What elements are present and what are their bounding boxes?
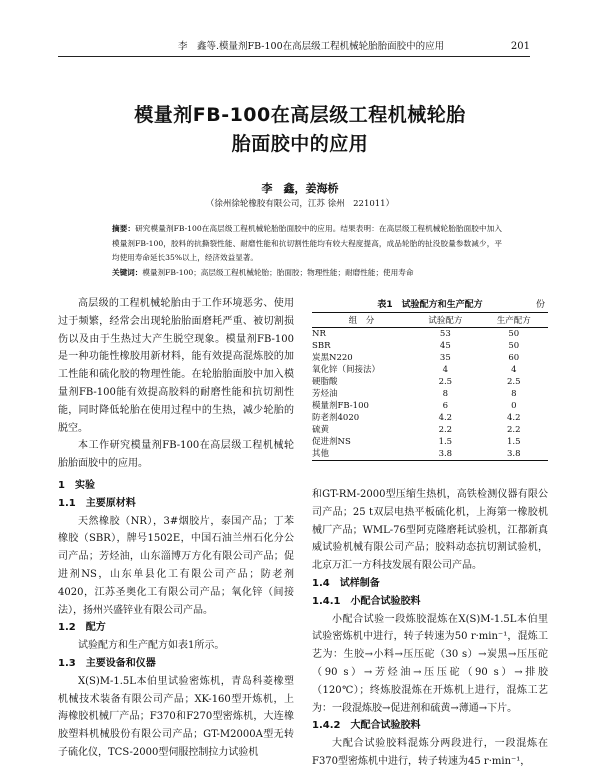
table-cell: 3.8 <box>411 448 479 461</box>
keywords-text: 模量剂FB-100；高层级工程机械轮胎；胎面胶；物理性能；耐磨性能；使用寿命 <box>142 268 414 277</box>
table-cell: 硬脂酸 <box>312 377 338 387</box>
abstract-text: 研究模量剂FB-100在高层级工程机械轮胎胎面胶中的应用。结果表明：在高层级工程机械轮胎胎面胶中加入模量剂FB-100，胶料的抗撕裂性能、耐磨性能和抗切割性能均有较大程度提高，成品轮胎的扯没胶量参数减少，平均使用寿命延长35%以上，经济效益显著。 <box>112 224 503 262</box>
table-cell: 0 <box>511 401 517 411</box>
table-cell: 50 <box>508 341 520 351</box>
table-row <box>312 412 548 424</box>
right-column <box>312 486 548 771</box>
table-cell: 1.5 <box>438 437 453 447</box>
equipment-continued-paragraph: 和GT-RM-2000型压缩生热机，高铁检测仪器有限公司产品；25 t双层电热平板硫化机，上海第一橡胶机械厂产品；WML-76型阿克隆磨耗试验机，江都新真威试验机械有限公司产品；胶料动态抗切割试验机，北京万汇一方科技发展有限公司产品。 <box>312 489 548 572</box>
table-cell: 53 <box>439 329 451 339</box>
table-cell: 4 <box>511 365 517 375</box>
table-row <box>312 364 548 376</box>
table-header-row <box>312 313 548 328</box>
intro-paragraph-1: 高层级的工程机械轮胎由于工作环境恶劣、使用过于频繁，经常会出现轮胎胎面磨耗严重、被切割损伤以及由于生热过大产生脱空现象。模量剂FB-100是一种功能性橡胶用新材料，能有效提高混炼胶的加工性能和硫化胶的物理性能。在轮胎胎面胶中加入模量剂FB-100能有效提高胶料的耐磨性能和抗切割性能，同时降低轮胎在使用过程中的生热，减少轮胎的脱空。 <box>58 298 294 434</box>
table-header-cell: 试验配方 <box>411 313 479 328</box>
table-cell: 8 <box>511 389 517 399</box>
table-row <box>312 448 548 461</box>
table-row <box>312 340 548 352</box>
formula-paragraph: 试验配方和生产配方如表1所示。 <box>78 640 225 652</box>
section-heading-1-4: 1.4 试样制备 <box>312 577 380 589</box>
table-cell: 3.8 <box>480 448 548 461</box>
table-cell: 防老剂4020 <box>312 413 360 423</box>
table-header-cell: 组 分 <box>312 313 411 328</box>
table-cell: 60 <box>508 353 520 363</box>
intro-paragraph-2: 本工作研究模量剂FB-100在高层级工程机械轮胎胎面胶中的应用。 <box>58 440 294 470</box>
table-cell: 4 <box>442 365 449 375</box>
abstract-label: 摘要： <box>112 224 136 233</box>
table-row <box>312 352 548 364</box>
table-cell: 2.2 <box>438 425 453 435</box>
table-cell: 6 <box>442 401 449 411</box>
keywords <box>112 266 502 280</box>
table-row <box>312 424 548 436</box>
table-cell: 炭黑N220 <box>312 353 353 363</box>
table-row <box>312 388 548 400</box>
table-cell: 45 <box>439 341 451 351</box>
section-heading-1-1: 1.1 主要原材料 <box>58 497 136 509</box>
keywords-label: 关键词： <box>112 268 143 277</box>
section-heading-1: 1 实验 <box>58 479 95 491</box>
table-cell: 2.5 <box>507 377 521 387</box>
table-cell: 35 <box>439 353 451 363</box>
page-number: 201 <box>510 41 530 52</box>
authors: 李 鑫，姜海桥 <box>261 182 339 195</box>
table-cell: 50 <box>508 329 520 339</box>
large-mix-paragraph: 大配合试验胶料混炼分两段进行，一段混炼在F370型密炼机中进行，转子转速为45 r·min⁻¹， <box>312 738 548 767</box>
title-line-1: 模量剂FB-100在高层级工程机械轮胎 <box>134 104 466 126</box>
recipe-table <box>312 312 548 461</box>
table-cell: 硫黄 <box>312 425 330 435</box>
table-row <box>312 436 548 448</box>
table-cell: 其他 <box>312 448 411 461</box>
section-heading-1-4-1: 1.4.1 小配合试验胶料 <box>312 595 421 607</box>
table-cell: 4.2 <box>438 413 453 423</box>
left-column <box>58 295 294 762</box>
table-cell: 2.2 <box>507 425 521 435</box>
table-cell: SBR <box>312 341 331 351</box>
table-row <box>312 400 548 412</box>
table-cell: 促进剂NS <box>312 437 351 447</box>
table-row <box>312 376 548 388</box>
abstract <box>112 222 502 266</box>
running-head-text: 李 鑫等.模量剂FB-100在高层级工程机械轮胎胎面胶中的应用 <box>178 41 445 52</box>
affiliation: （徐州徐轮橡胶有限公司，江苏 徐州 221011） <box>205 199 395 209</box>
table-cell: 8 <box>442 389 449 399</box>
table-unit: 份 <box>536 300 546 310</box>
title-line-2: 胎面胶中的应用 <box>231 133 369 155</box>
small-mix-paragraph: 小配合试验一段炼胶混炼在X(S)M-1.5L本伯里试验密炼机中进行，转子转速为50 r·min⁻¹，混炼工艺为：生胶→小料→压压砣（30 s）→炭黑→压压砣（90 s）→芳烃油→压压砣（90 s）→排胶（120℃）；终炼胶混炼在开炼机上进行，混炼工艺为：一段混炼胶→促进剂和硫黄→薄通→下片。 <box>312 613 548 714</box>
table-cell: 4.2 <box>507 413 521 423</box>
table-cell: 模量剂FB-100 <box>312 401 369 411</box>
table-header-cell: 生产配方 <box>480 313 548 328</box>
materials-paragraph: 天然橡胶（NR），3#烟胶片，泰国产品；丁苯橡胶（SBR），牌号1502E，中国石油兰州石化分公司产品；芳烃油，山东淄博万方化有限公司产品；促进剂NS，山东单县化工有限公司产品；防老剂4020，江苏圣奥化工有限公司产品；氧化锌（间接法），扬州兴盛锌业有限公司产品。 <box>58 515 294 616</box>
table-cell: 芳烃油 <box>312 389 338 399</box>
table-cell: 氧化锌（间接法） <box>312 365 381 375</box>
table-cell: NR <box>312 329 326 339</box>
section-heading-1-4-2: 1.4.2 大配合试验胶料 <box>312 720 421 732</box>
section-heading-1-3: 1.3 主要设备和仪器 <box>58 657 156 669</box>
table-caption: 表1 试验配方和生产配方 <box>377 300 483 310</box>
table-cell: 1.5 <box>507 437 521 447</box>
table-row <box>312 328 548 341</box>
section-heading-1-2: 1.2 配方 <box>58 622 106 634</box>
running-head <box>58 40 530 57</box>
table-cell: 2.5 <box>438 377 453 387</box>
equipment-paragraph: X(S)M-1.5L本伯里试验密炼机，青岛科菱橡塑机械技术装备有限公司产品；XK-160型开炼机，上海橡胶机械厂产品；F370和F270型密炼机，大连橡胶塑料机械股份有限公司产品；GT-M2000A型无转子硫化仪，TCS-2000型伺服控制拉力试验机 <box>58 675 294 758</box>
